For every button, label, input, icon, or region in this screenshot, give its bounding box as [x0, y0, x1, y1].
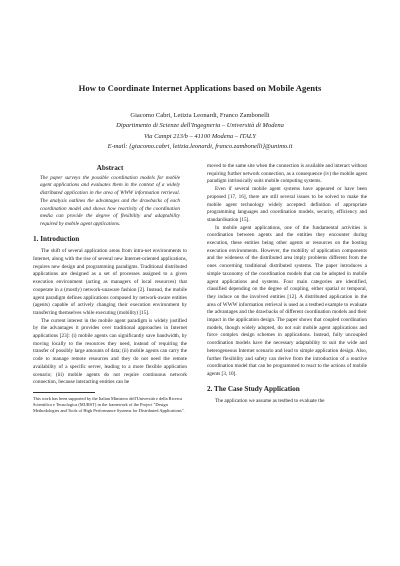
- email: E-mail: {giacomo.cabri, letizia.leonardi, franco.zambonelli}@unimo.it: [107, 143, 293, 151]
- footnote: This work has been supported by the Italian Ministero dell'Università e della Ricerca Scientifica e Tecnologica (MURST) in the framework of the Project "Design Methodologies and Tools of High Performance Systems for Distributed Applications".: [33, 395, 185, 413]
- author-names: Giacomo Cabri, Letizia Leonardi, Franco Zambonelli: [130, 112, 270, 119]
- section-2-paragraph-1: The application we assume as testbed to evaluate the: [215, 398, 325, 405]
- right-paragraph-3: In mobile agent applications, one of the fundamental activities is coordination between agents and the entities they encounter during execution, these entities being other agents or resources on the hosting execution environments. However, the mobility of application components and the wideness of the distributed area imply problems different from the ones concerning traditional distributed systems. The paper introduces a simple taxonomy of the coordination models that can be adopted in mobile agent applications and systems. Four main categories are identified, classified depending on the degree of coupling, either spatial or temporal, they induce on the involved entities [12]. A distributed application in the area of WWW information retrieval is used as a testbed example to evaluate the advantages and the drawbacks of different coordination models and their impact in the application design. The paper shows that coupled coordination models, though widely adopted, do not suit mobile agent applications and force complex design schemes in applications. Instead, fully uncoupled coordination models have the necessary adaptability to suit the wide and heterogeneous Internet scenario and lead to simple application design. Also, further flexibility and safety can derive from the introduction of a reactive coordination model that can be programmed to react to the actions of mobile agents [3, 10].: [207, 224, 367, 377]
- intro-heading: 1. Introduction: [33, 234, 80, 243]
- abstract-heading: Abstract: [96, 164, 124, 172]
- right-column: [207, 163, 367, 406]
- author-block: [0, 111, 400, 153]
- address: Via Campi 213/b – 41100 Modena – ITALY: [144, 132, 256, 140]
- section-2-heading: 2. The Case Study Application: [207, 384, 300, 393]
- footnote-divider: [33, 392, 95, 393]
- intro-paragraph-1: The shift of several application areas from intra-net environments to Internet, along with the rise of several new Internet-oriented applications, requires new design and programming paradigms. Traditional distributed applications are designed as a set of processes assigned to a given execution environment (acting as managers of local resources) that cooperate in a (mostly) network-unaware fashion [2]. Instead, the mobile agent paradigm defines applications composed by network-aware entities (agents) capable of actively changing their execution environment by transferring themselves while executing (mobility) [15].: [33, 248, 187, 316]
- affiliation: Dipartimento di Scienze dell'Ingegneria – Università di Modena: [116, 122, 284, 130]
- right-paragraph-2: Even if several mobile agent systems have appeared or have been proposed [17, 16], there are still several issues to be solved to make the mobile agent technology widely accepted: definition of appropriate programming languages and coordination models, security, efficiency and standardisation [15].: [207, 186, 367, 223]
- paper-title: How to Coordinate Internet Applications based on Mobile Agents: [78, 83, 322, 93]
- left-column: [33, 165, 187, 414]
- right-paragraph-1: moved to the same site when the connection is available and interact without requiring further network connection, as a consequence (iv) the mobile agent paradigm intrinsically suits mobile computing systems.: [207, 163, 367, 185]
- abstract-text: The paper surveys the possible coordination models for mobile agent applications and evaluates them in the context of a widely distributed application in the area of WWW information retrieval. The analysis outlines the advantages and the drawbacks of each coordination model and shows how reactivity of the coordination media can provide the degree of flexibility and adaptability required by mobile agent applications.: [40, 174, 180, 227]
- intro-paragraph-2: The current interest in the mobile agent paradigm is widely justified by the advantages it provides over traditional approaches in Internet applications [23]: (i) mobile agents can significantly save bandwidth, by moving locally to the resources they need, instead of requiring the transfer of possibly large amounts of data; (ii) mobile agents can carry the code to manage remote resources and they do not need the remote availability of a specific server, leading to a more flexible application scenario; (iii) mobile agents do not require continuous network connection, because interacting entities can be: [33, 317, 187, 386]
